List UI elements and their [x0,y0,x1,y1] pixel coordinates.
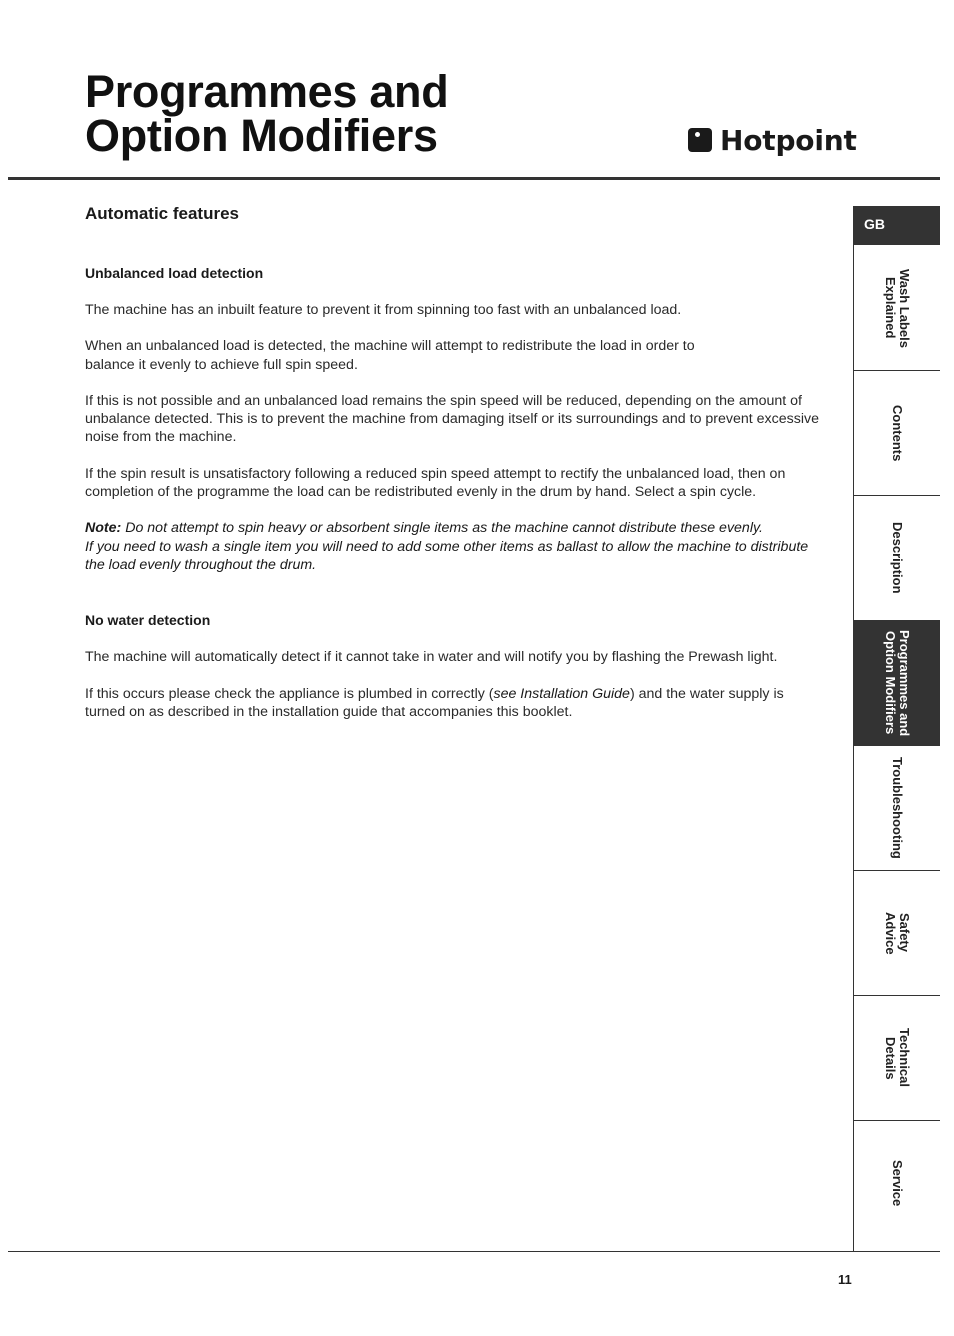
hotpoint-logo-icon [688,128,712,152]
tab-technical-details[interactable] [854,996,940,1121]
no-water-paragraph-2-start: If this occurs please check the appliance is plumbed in correctly ( [85,685,494,702]
unbalanced-load-heading: Unbalanced load detection [85,265,264,281]
installation-guide-reference: see Installation Guide [493,685,630,702]
unbalanced-paragraph-1: The machine has an inbuilt feature to prevent it from spinning too fast with an unbalanced load. [85,302,682,318]
tab-label: Programmes and Option Modifiers [883,629,912,737]
unbalanced-note [85,519,825,574]
tab-contents[interactable] [854,371,940,496]
note-line-1: Do not attempt to spin heavy or absorbent single items as the machine cannot distribute these evenly. [121,520,763,537]
tab-label: Safety Advice [883,911,912,955]
tab-description[interactable] [854,496,940,621]
tab-label: Contents [890,404,905,462]
tab-safety-advice[interactable] [854,871,940,996]
no-water-heading: No water detection [85,612,211,629]
tab-troubleshooting[interactable] [854,746,940,871]
tab-wash-labels-explained[interactable] [854,246,940,371]
unbalanced-paragraph-3: If this is not possible and an unbalanced load remains the spin speed will be reduced, depending on the amount of unbalance detected. This is to prevent the machine from damaging itself or its surroundings and to prevent excessive noise from the machine. [85,392,819,446]
tab-programmes-and-option-modifiers[interactable] [854,621,940,746]
note-label: Note: [85,520,122,537]
page-title [85,66,449,161]
tab-label: Wash Labels Explained [883,268,912,348]
no-water-paragraph-2-end: ) and the water supply is turned on as described in the installation guide that accompanies this booklet. [85,685,784,720]
unbalanced-paragraph-2 [85,337,825,374]
header-divider [8,177,940,180]
no-water-paragraph-2 [85,685,825,722]
page-number: 11 [838,1272,852,1287]
note-line-2: If you need to wash a single item you will need to add some other items as ballast to allow the machine to distribute the load evenly throughout the drum. [85,538,809,573]
unbalanced-paragraph-2-line-1: When an unbalanced load is detected, the machine will attempt to redistribute the load in order to [85,338,695,355]
hotpoint-logo [688,124,857,156]
tab-label: Description [890,522,905,594]
section-title: Automatic features [85,204,239,223]
footer-divider [8,1251,940,1252]
tab-service[interactable] [854,1121,940,1246]
no-water-paragraph-1: The machine will automatically detect if it cannot take in water and will notify you by flashing the Prewash light. [85,649,778,666]
page-title-line-1: Programmes and [85,66,449,117]
unbalanced-paragraph-4: If the spin result is unsatisfactory following a reduced spin speed attempt to rectify the unbalanced load, then on completion of the programme the load can be redistributed evenly in the drum by hand. Select a spin cycle. [85,465,786,501]
page-title-line-2: Option Modifiers [85,110,438,161]
tab-label: Technical Details [883,1028,912,1088]
main-content [85,204,825,721]
tab-label: Troubleshooting [890,757,905,859]
brand-name: Hotpoint [720,123,857,157]
tab-label: Service [890,1160,905,1207]
unbalanced-paragraph-2-line-2: balance it evenly to achieve full spin speed. [85,356,358,373]
language-badge: GB [854,206,940,245]
